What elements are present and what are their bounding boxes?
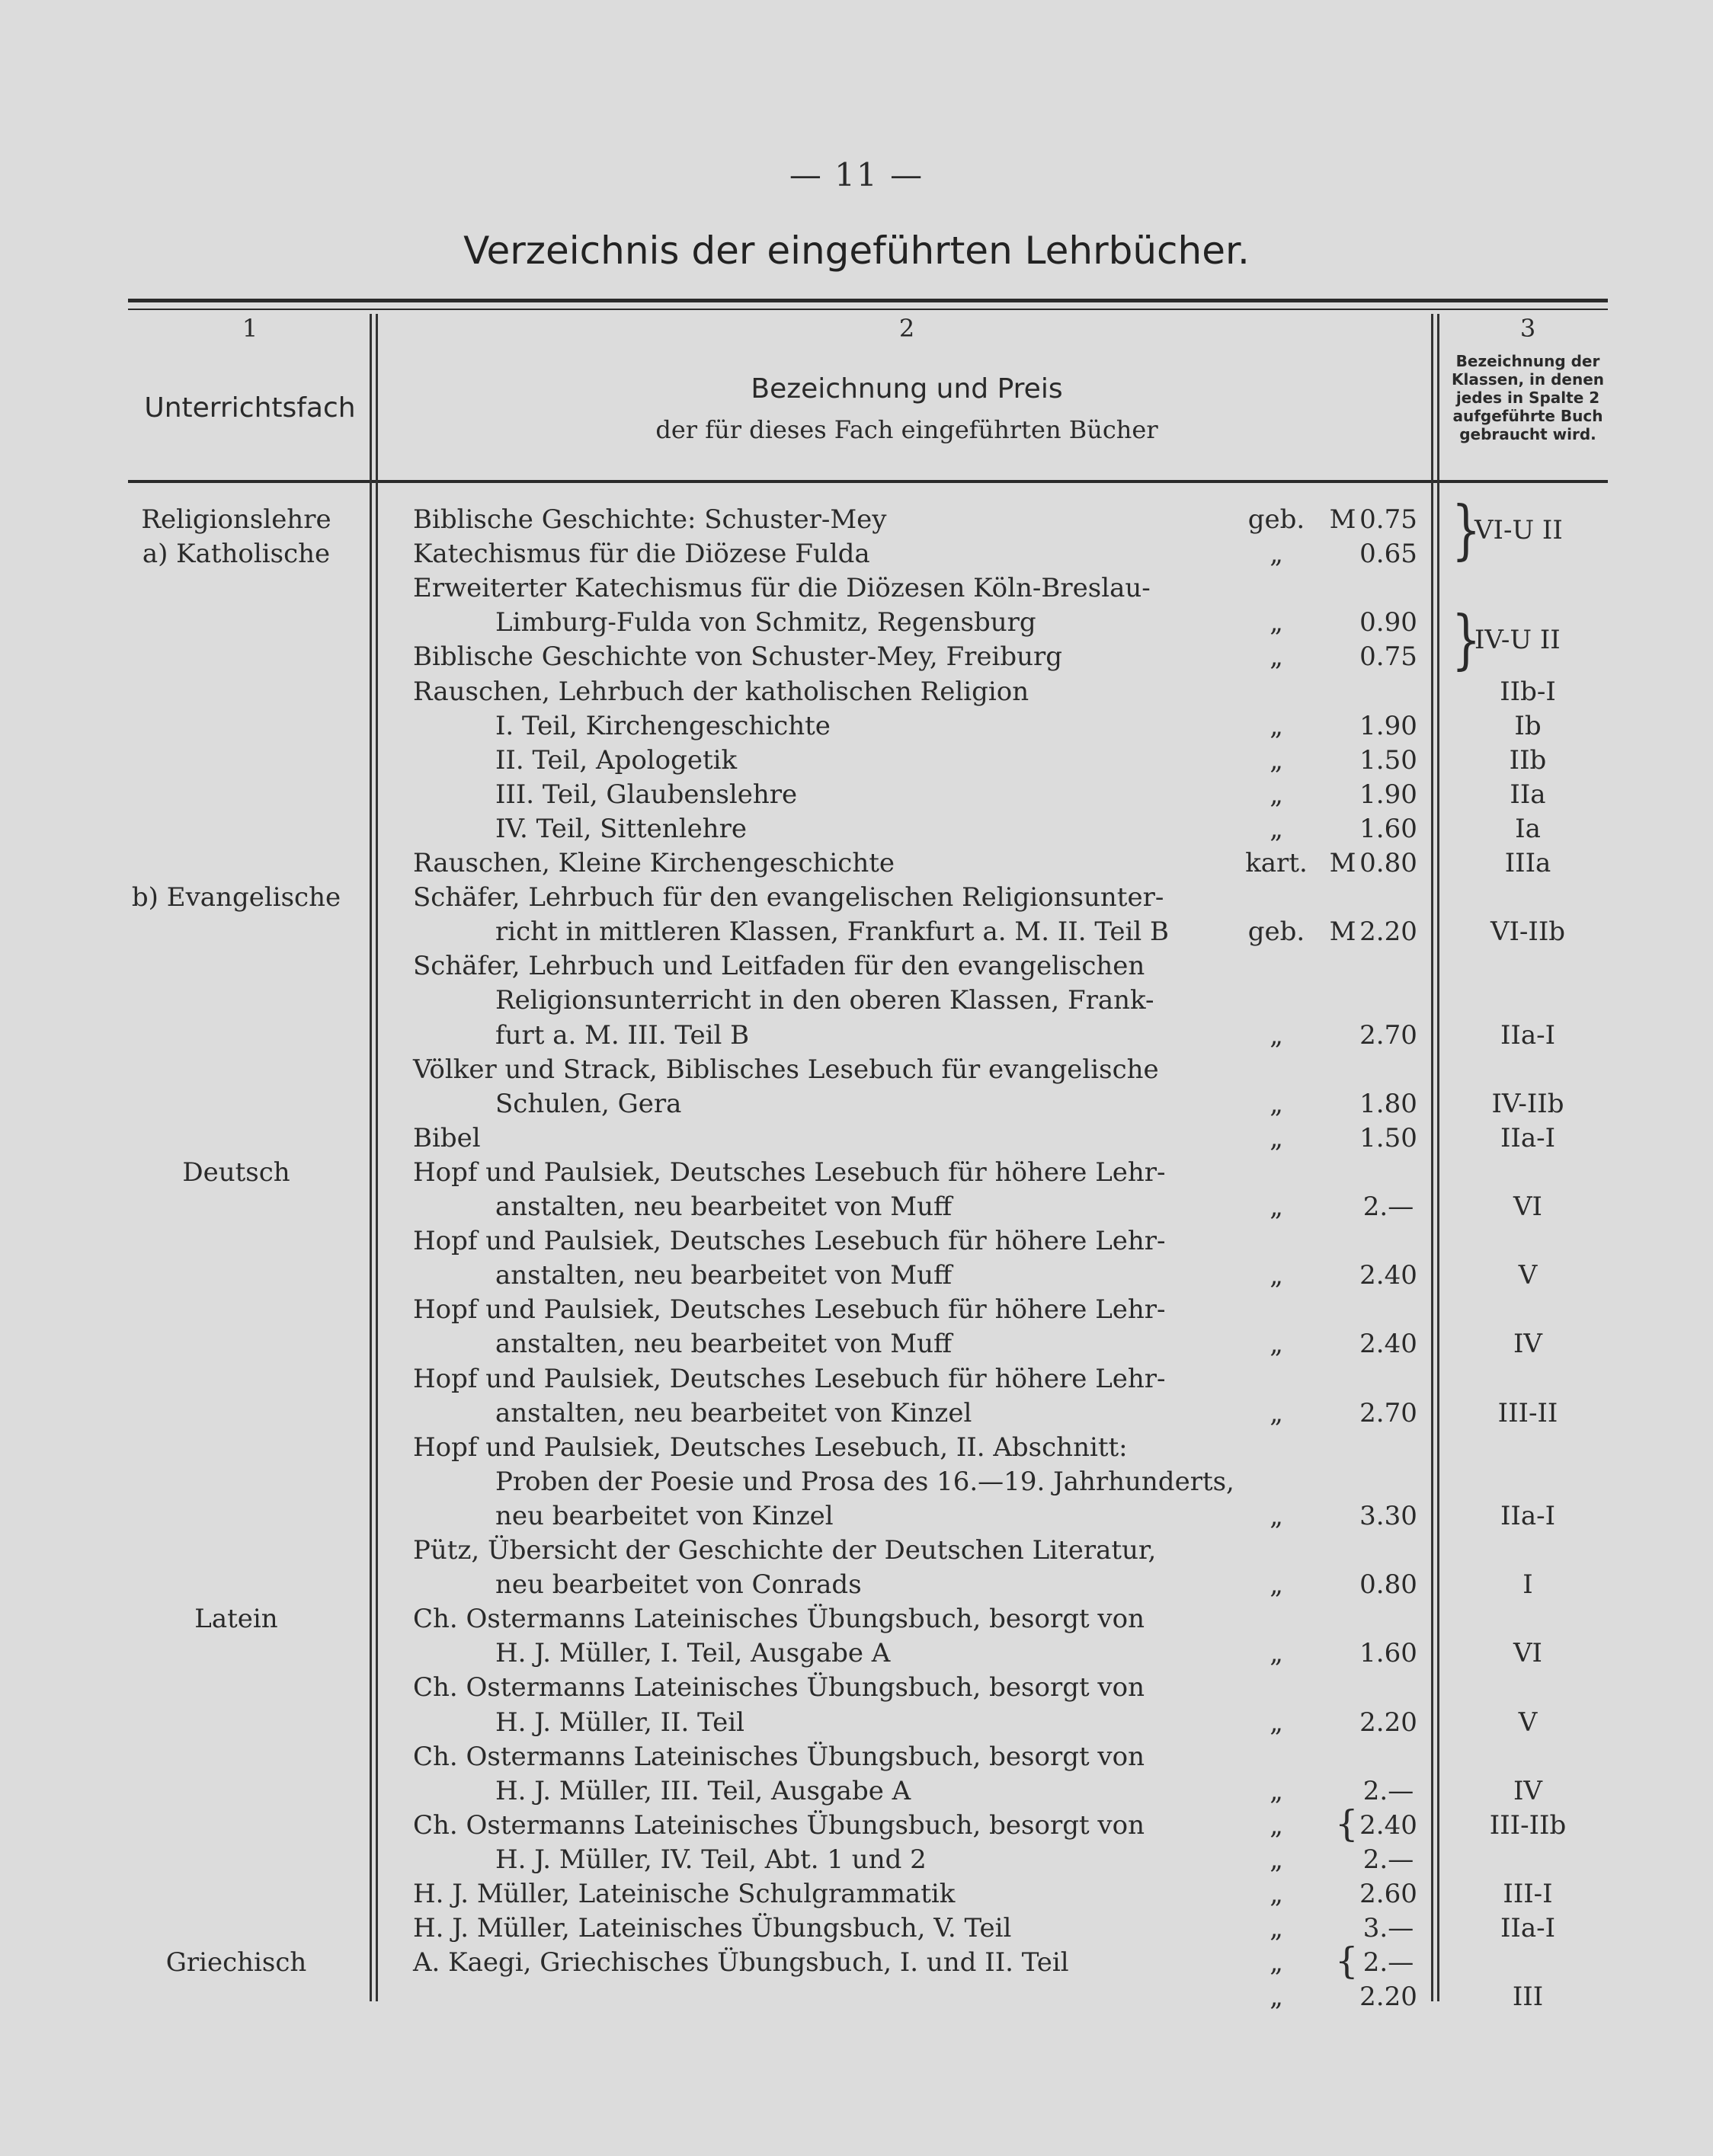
row-price: 1.60 xyxy=(1359,814,1417,844)
row-currency: M xyxy=(1329,504,1356,535)
row-binding: „ xyxy=(1270,711,1283,741)
row-currency xyxy=(1327,571,1358,606)
row-binding xyxy=(1234,1156,1318,1190)
top-rule-thin xyxy=(128,309,1608,310)
col2-number: 2 xyxy=(898,314,915,343)
row-currency xyxy=(1327,709,1358,744)
row-price xyxy=(1358,571,1419,606)
row-classes: IV xyxy=(1513,1329,1542,1359)
row-price: 2.40 xyxy=(1359,1810,1417,1841)
row-currency xyxy=(1327,1224,1358,1259)
row-binding: „ xyxy=(1270,641,1283,672)
row-currency xyxy=(1327,949,1358,984)
col1-divider-a xyxy=(370,314,372,2001)
row-book: anstalten, neu bearbeitet von Muff xyxy=(495,1329,953,1359)
row-subject xyxy=(107,1053,366,1087)
row-subject xyxy=(107,709,366,744)
price-brace-latein: { xyxy=(1335,1803,1359,1845)
row-binding xyxy=(1234,1671,1318,1705)
row-book: Hopf und Paulsiek, Deutsches Lesebuch für höhere Lehr- xyxy=(413,1157,1166,1188)
row-book: Hopf und Paulsiek, Deutsches Lesebuch für höhere Lehr- xyxy=(413,1364,1166,1394)
row-subject xyxy=(107,984,366,1018)
row-currency xyxy=(1327,675,1358,709)
row-price: 2.20 xyxy=(1359,916,1417,947)
row-currency xyxy=(1327,1431,1358,1465)
row-price xyxy=(1358,1362,1419,1396)
row-subject xyxy=(107,1396,366,1431)
row-currency: M xyxy=(1329,848,1356,878)
row-subject xyxy=(107,846,366,881)
row-subject: Griechisch xyxy=(165,1947,307,1978)
row-price: 2.— xyxy=(1362,1776,1414,1806)
row-book: H. J. Müller, III. Teil, Ausgabe A xyxy=(495,1776,911,1806)
row-currency xyxy=(1327,1327,1358,1361)
col2-title: Bezeichnung und Preis xyxy=(751,373,1063,405)
row-currency xyxy=(1327,1053,1358,1087)
row-subject: b) Evangelische xyxy=(131,882,341,913)
row-subject: Latein xyxy=(194,1604,278,1634)
row-currency xyxy=(1327,1671,1358,1705)
row-subject xyxy=(107,1534,366,1568)
row-binding xyxy=(1234,1293,1318,1327)
row-price: 2.20 xyxy=(1359,1982,1417,2012)
row-book: H. J. Müller, Lateinische Schulgrammatik xyxy=(413,1879,956,1909)
row-price: 1.50 xyxy=(1359,1123,1417,1153)
row-book: Rauschen, Lehrbuch der katholischen Religion xyxy=(413,677,1029,707)
row-subject xyxy=(107,640,366,674)
row-book: anstalten, neu bearbeitet von Muff xyxy=(495,1192,953,1222)
row-subject xyxy=(107,949,366,984)
row-classes: V xyxy=(1518,1260,1538,1291)
row-binding: „ xyxy=(1270,1707,1283,1738)
row-book: Biblische Geschichte von Schuster-Mey, Freiburg xyxy=(413,641,1063,672)
row-price: 0.75 xyxy=(1359,641,1417,672)
row-binding: „ xyxy=(1270,1569,1283,1600)
row-price xyxy=(1358,1431,1419,1465)
row-price xyxy=(1358,984,1419,1018)
row-book: richt in mittleren Klassen, Frankfurt a. M. II. Teil B xyxy=(495,916,1170,947)
row-currency xyxy=(1327,537,1358,571)
col2-divider-a xyxy=(1431,314,1433,2001)
row-currency xyxy=(1327,1740,1358,1774)
row-binding: „ xyxy=(1270,1329,1283,1359)
row-currency xyxy=(1327,1121,1358,1156)
row-subject xyxy=(107,1019,366,1053)
row-price xyxy=(1358,1534,1419,1568)
row-book: Pütz, Übersicht der Geschichte der Deutschen Literatur, xyxy=(413,1535,1157,1566)
row-currency xyxy=(1327,984,1358,1018)
row-subject xyxy=(107,1190,366,1224)
row-subject xyxy=(107,1809,366,1843)
row-book: Katechismus für die Diözese Fulda xyxy=(413,539,870,569)
price-brace-griechisch: { xyxy=(1335,1940,1359,1982)
row-classes xyxy=(1440,949,1615,984)
page-number: — 11 — xyxy=(789,156,924,194)
row-subject xyxy=(107,1636,366,1671)
row-currency xyxy=(1327,1980,1358,2014)
row-price: 1.60 xyxy=(1359,1638,1417,1668)
row-classes xyxy=(1440,1843,1615,1877)
row-binding: „ xyxy=(1270,1776,1283,1806)
row-price: 1.90 xyxy=(1359,779,1417,810)
row-price xyxy=(1358,1740,1419,1774)
row-price: 0.80 xyxy=(1359,1569,1417,1600)
row-price: 2.60 xyxy=(1359,1879,1417,1909)
row-binding: „ xyxy=(1270,539,1283,569)
row-book: Limburg-Fulda von Schmitz, Regensburg xyxy=(495,607,1036,638)
row-book: Hopf und Paulsiek, Deutsches Lesebuch für höhere Lehr- xyxy=(413,1294,1166,1325)
grouped-classes-1: VI-U II xyxy=(1474,515,1563,545)
row-price: 2.— xyxy=(1362,1947,1414,1978)
row-price: 2.— xyxy=(1362,1844,1414,1875)
row-binding xyxy=(1234,984,1318,1018)
row-classes: IIIa xyxy=(1504,848,1551,878)
row-currency xyxy=(1327,1190,1358,1224)
row-book: Erweiterter Katechismus für die Diözesen Köln-Breslau- xyxy=(413,573,1151,603)
row-classes xyxy=(1440,1362,1615,1396)
row-subject xyxy=(107,606,366,640)
row-subject xyxy=(107,1671,366,1705)
row-classes xyxy=(1440,571,1615,606)
row-price: 1.90 xyxy=(1359,711,1417,741)
row-subject xyxy=(107,1087,366,1121)
row-subject xyxy=(107,1465,366,1499)
row-price xyxy=(1358,1602,1419,1636)
row-price: 0.65 xyxy=(1359,539,1417,569)
row-classes: Ib xyxy=(1514,711,1542,741)
row-subject xyxy=(107,915,366,949)
row-currency xyxy=(1327,778,1358,812)
row-book: H. J. Müller, II. Teil xyxy=(495,1707,744,1738)
row-book: Ch. Ostermanns Lateinisches Übungsbuch, besorgt von xyxy=(413,1810,1145,1841)
row-book: Schäfer, Lehrbuch für den evangelischen Religionsunter- xyxy=(413,882,1164,913)
row-currency xyxy=(1327,881,1358,915)
brace-group-2: } xyxy=(1452,603,1481,677)
col3-note: Bezeichnung der Klassen, in denen jedes in Spalte 2 aufgeführte Buch gebraucht wird. xyxy=(1452,352,1604,443)
row-binding: „ xyxy=(1270,607,1283,638)
col1-label: Unterrichtsfach xyxy=(144,392,356,424)
row-book: Hopf und Paulsiek, Deutsches Lesebuch, II. Abschnitt: xyxy=(413,1432,1128,1463)
row-price xyxy=(1358,1156,1419,1190)
row-binding: „ xyxy=(1270,1501,1283,1531)
row-book: Rauschen, Kleine Kirchengeschichte xyxy=(413,848,895,878)
row-classes: III-II xyxy=(1497,1398,1558,1428)
page-title: Verzeichnis der eingeführten Lehrbücher. xyxy=(463,229,1250,273)
row-binding xyxy=(1234,1740,1318,1774)
row-binding xyxy=(1234,1053,1318,1087)
row-classes: I xyxy=(1522,1569,1533,1600)
row-book: Ch. Ostermanns Lateinisches Übungsbuch, besorgt von xyxy=(413,1604,1145,1634)
row-binding: „ xyxy=(1270,1123,1283,1153)
row-currency xyxy=(1327,640,1358,674)
row-binding xyxy=(1234,949,1318,984)
row-classes xyxy=(1440,1671,1615,1705)
row-binding: „ xyxy=(1270,1089,1283,1119)
row-price xyxy=(1358,1465,1419,1499)
row-binding: „ xyxy=(1270,1398,1283,1428)
top-rule-thick xyxy=(128,299,1608,302)
row-subject xyxy=(107,812,366,846)
row-binding: kart. xyxy=(1245,848,1308,878)
row-subject xyxy=(107,571,366,606)
row-book: Biblische Geschichte: Schuster-Mey xyxy=(413,504,887,535)
row-subject xyxy=(107,1259,366,1293)
row-binding xyxy=(1234,1362,1318,1396)
row-classes xyxy=(1440,1053,1615,1087)
row-currency xyxy=(1327,1396,1358,1431)
row-book: I. Teil, Kirchengeschichte xyxy=(495,711,831,741)
row-classes: IIa-I xyxy=(1500,1501,1556,1531)
row-price: 1.80 xyxy=(1359,1089,1417,1119)
row-binding: „ xyxy=(1270,1844,1283,1875)
row-subject xyxy=(107,1121,366,1156)
header-rule xyxy=(128,480,1608,483)
row-currency xyxy=(1327,1877,1358,1911)
row-book: Schäfer, Lehrbuch und Leitfaden für den evangelischen xyxy=(413,951,1145,981)
row-subject xyxy=(107,1224,366,1259)
row-currency xyxy=(1327,812,1358,846)
row-subject xyxy=(107,1774,366,1809)
row-book: Völker und Strack, Biblisches Lesebuch für evangelische xyxy=(413,1054,1159,1085)
row-subject xyxy=(107,778,366,812)
row-binding: „ xyxy=(1270,1260,1283,1291)
row-price: 3.— xyxy=(1362,1913,1414,1943)
row-price xyxy=(1358,1053,1419,1087)
row-classes xyxy=(1440,1293,1615,1327)
row-classes: IIa-I xyxy=(1500,1913,1556,1943)
row-subject xyxy=(107,1877,366,1911)
row-book: Religionsunterricht in den oberen Klassen, Frank- xyxy=(495,985,1154,1016)
row-subject xyxy=(107,1706,366,1740)
row-price: 1.50 xyxy=(1359,745,1417,776)
row-binding: „ xyxy=(1270,779,1283,810)
row-book: A. Kaegi, Griechisches Übungsbuch, I. und II. Teil xyxy=(413,1947,1069,1978)
row-binding xyxy=(1234,1534,1318,1568)
row-subject: Religionslehre xyxy=(141,504,331,535)
row-price: 2.— xyxy=(1362,1192,1414,1222)
row-classes: IIb xyxy=(1509,745,1547,776)
row-currency xyxy=(1327,1636,1358,1671)
row-currency xyxy=(1327,1706,1358,1740)
row-classes xyxy=(1440,1224,1615,1259)
row-price xyxy=(1358,675,1419,709)
row-binding: geb. xyxy=(1247,916,1305,947)
row-book: Proben der Poesie und Prosa des 16.—19. Jahrhunderts, xyxy=(495,1467,1234,1497)
row-classes xyxy=(1440,1431,1615,1465)
col1-number: 1 xyxy=(242,314,258,343)
row-book: Ch. Ostermanns Lateinisches Übungsbuch, besorgt von xyxy=(413,1672,1145,1703)
col2-subtitle: der für dieses Fach eingeführten Bücher xyxy=(655,415,1158,444)
row-classes: IV-IIb xyxy=(1491,1089,1564,1119)
row-price: 2.40 xyxy=(1359,1329,1417,1359)
row-currency xyxy=(1327,1087,1358,1121)
row-price xyxy=(1358,1293,1419,1327)
row-binding: „ xyxy=(1270,1913,1283,1943)
row-classes: III xyxy=(1512,1982,1544,2012)
row-currency xyxy=(1327,1602,1358,1636)
row-binding xyxy=(1234,675,1318,709)
row-binding: geb. xyxy=(1247,504,1305,535)
row-book: III. Teil, Glaubenslehre xyxy=(495,779,798,810)
row-binding: „ xyxy=(1270,1879,1283,1909)
row-currency xyxy=(1327,1568,1358,1602)
row-classes: IIa-I xyxy=(1500,1123,1556,1153)
row-price: 0.75 xyxy=(1359,504,1417,535)
row-classes: IIa xyxy=(1510,779,1546,810)
row-price: 0.90 xyxy=(1359,607,1417,638)
row-price xyxy=(1358,949,1419,984)
row-currency xyxy=(1327,744,1358,778)
row-classes: V xyxy=(1518,1707,1538,1738)
row-currency: M xyxy=(1329,916,1356,947)
row-subject xyxy=(107,1980,366,2014)
row-price: 2.40 xyxy=(1359,1260,1417,1291)
row-price: 3.30 xyxy=(1359,1501,1417,1531)
row-binding xyxy=(1234,1602,1318,1636)
row-classes xyxy=(1440,881,1615,915)
row-classes: VI-IIb xyxy=(1490,916,1566,947)
row-binding: „ xyxy=(1270,1947,1283,1978)
row-binding xyxy=(1234,1224,1318,1259)
row-classes: IV xyxy=(1513,1776,1542,1806)
row-book: II. Teil, Apologetik xyxy=(495,745,738,776)
row-binding xyxy=(1234,1465,1318,1499)
row-binding: „ xyxy=(1270,814,1283,844)
row-subject xyxy=(107,1499,366,1534)
row-currency xyxy=(1327,1843,1358,1877)
row-book: Hopf und Paulsiek, Deutsches Lesebuch für höhere Lehr- xyxy=(413,1226,1166,1256)
row-book: Ch. Ostermanns Lateinisches Übungsbuch, besorgt von xyxy=(413,1742,1145,1772)
row-classes: VI xyxy=(1513,1638,1542,1668)
row-subject xyxy=(107,1740,366,1774)
row-book: anstalten, neu bearbeitet von Kinzel xyxy=(495,1398,972,1428)
row-currency xyxy=(1327,1293,1358,1327)
col1-divider-b xyxy=(376,314,378,2001)
row-price: 2.70 xyxy=(1359,1398,1417,1428)
row-subject xyxy=(107,1293,366,1327)
row-binding: „ xyxy=(1270,1192,1283,1222)
row-currency xyxy=(1327,1499,1358,1534)
row-book: neu bearbeitet von Kinzel xyxy=(495,1501,834,1531)
row-price xyxy=(1358,881,1419,915)
row-book: Schulen, Gera xyxy=(495,1089,682,1119)
row-classes: IIb-I xyxy=(1500,677,1556,707)
row-binding: „ xyxy=(1270,1982,1283,2012)
row-price xyxy=(1358,1224,1419,1259)
row-classes: Ia xyxy=(1515,814,1541,844)
row-subject xyxy=(107,1327,366,1361)
row-classes xyxy=(1440,1156,1615,1190)
row-price: 2.20 xyxy=(1359,1707,1417,1738)
row-classes: VI xyxy=(1513,1192,1542,1222)
row-price: 0.80 xyxy=(1359,848,1417,878)
row-binding xyxy=(1234,881,1318,915)
col2-divider-b xyxy=(1437,314,1439,2001)
row-book: H. J. Müller, IV. Teil, Abt. 1 und 2 xyxy=(495,1844,927,1875)
row-book: anstalten, neu bearbeitet von Muff xyxy=(495,1260,953,1291)
row-subject xyxy=(107,1843,366,1877)
row-subject xyxy=(107,744,366,778)
row-subject xyxy=(107,1568,366,1602)
row-subject: Deutsch xyxy=(182,1157,290,1188)
row-classes xyxy=(1440,1534,1615,1568)
row-binding: „ xyxy=(1270,1638,1283,1668)
row-book: neu bearbeitet von Conrads xyxy=(495,1569,862,1600)
row-book: Bibel xyxy=(413,1123,481,1153)
row-binding xyxy=(1234,1431,1318,1465)
row-currency xyxy=(1327,1156,1358,1190)
row-binding: „ xyxy=(1270,1020,1283,1051)
row-classes: IIa-I xyxy=(1500,1020,1556,1051)
row-classes xyxy=(1440,984,1615,1018)
row-subject xyxy=(107,1362,366,1396)
row-currency xyxy=(1327,1465,1358,1499)
row-subject xyxy=(107,1911,366,1946)
row-classes: III-I xyxy=(1503,1879,1553,1909)
brace-group-1: } xyxy=(1452,493,1481,568)
row-book: H. J. Müller, I. Teil, Ausgabe A xyxy=(495,1638,891,1668)
row-classes: III-IIb xyxy=(1489,1810,1567,1841)
row-book: IV. Teil, Sittenlehre xyxy=(495,814,747,844)
row-binding: „ xyxy=(1270,745,1283,776)
row-classes xyxy=(1440,1465,1615,1499)
row-binding: „ xyxy=(1270,1810,1283,1841)
row-classes xyxy=(1440,1946,1615,1980)
row-currency xyxy=(1327,606,1358,640)
col3-number: 3 xyxy=(1519,314,1536,343)
row-book: H. J. Müller, Lateinisches Übungsbuch, V. Teil xyxy=(413,1913,1012,1943)
row-currency xyxy=(1327,1259,1358,1293)
row-classes xyxy=(1440,1740,1615,1774)
row-book: furt a. M. III. Teil B xyxy=(495,1020,750,1051)
row-currency xyxy=(1327,1362,1358,1396)
row-classes xyxy=(1440,1602,1615,1636)
row-currency xyxy=(1327,1534,1358,1568)
row-currency xyxy=(1327,1019,1358,1053)
row-subject xyxy=(107,1431,366,1465)
row-subject xyxy=(107,675,366,709)
row-price xyxy=(1358,1671,1419,1705)
grouped-classes-2: IV-U II xyxy=(1474,625,1561,655)
row-subject: a) Katholische xyxy=(142,539,331,569)
row-binding xyxy=(1234,571,1318,606)
row-price: 2.70 xyxy=(1359,1020,1417,1051)
